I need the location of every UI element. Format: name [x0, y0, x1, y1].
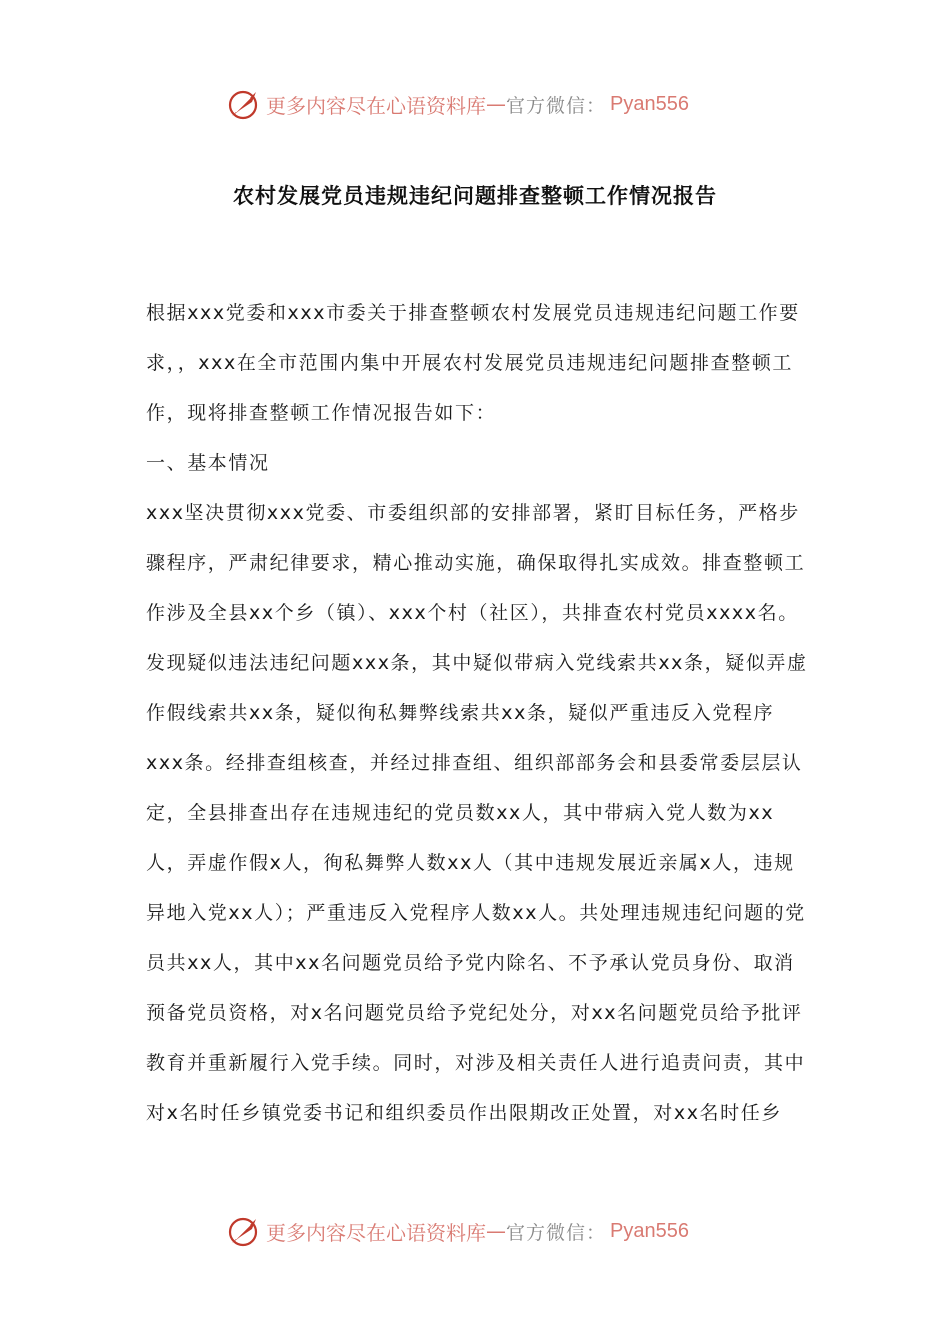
- banner-promo-text: 更多内容尽在心语资料库: [266, 93, 486, 118]
- footer-watermark-banner: [226, 1211, 689, 1251]
- banner-separator: —: [486, 92, 506, 116]
- quill-pen-logo-icon: [226, 86, 262, 122]
- document-title: 农村发展党员违规违纪问题排查整顿工作情况报告: [233, 183, 717, 208]
- banner-contact-label: 官方微信：: [506, 1221, 607, 1244]
- document-body: [146, 288, 810, 1138]
- banner-promo-text: 更多内容尽在心语资料库: [266, 1220, 486, 1245]
- quill-pen-logo-icon: [226, 1213, 262, 1249]
- header-watermark-banner: [226, 84, 689, 124]
- banner-wechat-id: Pyan556: [610, 92, 689, 115]
- banner-contact-label: 官方微信：: [506, 94, 607, 117]
- basic-situation-paragraph: xxx坚决贯彻xxx党委、市委组织部的安排部署，紧盯目标任务，严格步骤程序，严肃纪律要求，精心推动实施，确保取得扎实成效。排查整顿工作涉及全县xx个乡（镇）、xxx个村（社区），共排查农村党员xxxx名。发现疑似违法违纪问题xxx条，其中疑似带病入党线索共xx条，疑似弄虚作假线索共xx条，疑似徇私舞弊线索共xx条，疑似严重违反入党程序xxx条。经排查组核查，并经过排查组、组织部部务会和县委常委层层认定，全县排查出存在违规违纪的党员数xx人，其中带病入党人数为xx人，弄虚作假x人，徇私舞弊人数xx人（其中违规发展近亲属x人，违规异地入党xx人）；严重违反入党程序人数xx人。共处理违规违纪问题的党员共xx人，其中xx名问题党员给予党内除名、不予承认党员身份、取消预备党员资格，对x名问题党员给予党纪处分，对xx名问题党员给予批评教育并重新履行入党手续。同时，对涉及相关责任人进行追责问责，其中对x名时任乡镇党委书记和组织委员作出限期改正处置，对xx名时任乡: [146, 502, 808, 1124]
- banner-wechat-id: Pyan556: [610, 1219, 689, 1242]
- section-heading-basic-situation: 一、基本情况: [146, 452, 270, 474]
- banner-separator: —: [486, 1219, 506, 1243]
- intro-paragraph: 根据xxx党委和xxx市委关于排查整顿农村发展党员违规违纪问题工作要求，，xxx在全市范围内集中开展农村发展党员违规违纪问题排查整顿工作，现将排查整顿工作情况报告如下：: [146, 302, 800, 424]
